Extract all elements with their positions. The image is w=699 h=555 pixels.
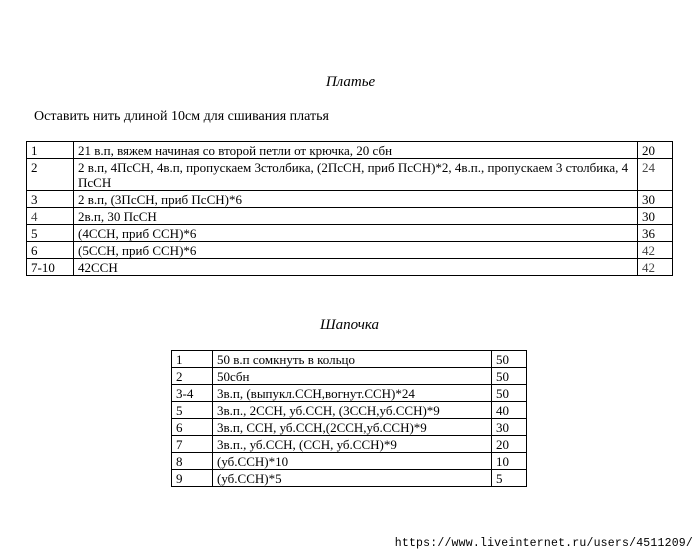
table-row xyxy=(27,159,673,191)
row-number: 3-4 xyxy=(172,385,213,402)
stitch-count: 20 xyxy=(492,436,527,453)
row-instructions: 3в.п., 2ССН, уб.ССН, (3ССН,уб.ССН)*9 xyxy=(213,402,492,419)
row-number: 2 xyxy=(172,368,213,385)
stitch-count: 50 xyxy=(492,385,527,402)
row-number: 3 xyxy=(27,191,74,208)
table-row xyxy=(27,191,673,208)
row-number: 2 xyxy=(27,159,74,191)
hat-table xyxy=(171,350,527,487)
row-instructions: 42ССН xyxy=(74,259,638,276)
row-number: 9 xyxy=(172,470,213,487)
stitch-count: 30 xyxy=(492,419,527,436)
row-instructions: (уб.ССН)*10 xyxy=(213,453,492,470)
table-row xyxy=(27,225,673,242)
dress-note: Оставить нить длиной 10см для сшивания платья xyxy=(34,109,329,124)
row-instructions: 2в.п, 30 ПсСН xyxy=(74,208,638,225)
row-number: 7-10 xyxy=(27,259,74,276)
row-instructions: 3в.п, ССН, уб.ССН,(2ССН,уб.ССН)*9 xyxy=(213,419,492,436)
row-instructions: 3в.п, (выпукл.ССН,вогнут.ССН)*24 xyxy=(213,385,492,402)
table-row xyxy=(27,142,673,159)
table-row xyxy=(172,385,527,402)
stitch-count: 10 xyxy=(492,453,527,470)
row-number: 8 xyxy=(172,453,213,470)
table-row xyxy=(27,259,673,276)
row-number: 1 xyxy=(27,142,74,159)
table-row xyxy=(172,419,527,436)
row-instructions: 2 в.п, 4ПсСН, 4в.п, пропускаем 3столбика, (2ПсСН, приб ПсСН)*2, 4в.п., пропускаем 3 столбика, 4 ПсСН xyxy=(74,159,638,191)
stitch-count: 50 xyxy=(492,351,527,368)
stitch-count: 42 xyxy=(638,259,673,276)
row-instructions: 21 в.п, вяжем начиная со второй петли от крючка, 20 сбн xyxy=(74,142,638,159)
stitch-count: 50 xyxy=(492,368,527,385)
row-number: 5 xyxy=(172,402,213,419)
row-number: 5 xyxy=(27,225,74,242)
table-row xyxy=(172,351,527,368)
dress-table xyxy=(26,141,673,276)
row-instructions: 2 в.п, (3ПсСН, приб ПсСН)*6 xyxy=(74,191,638,208)
row-instructions: 50 в.п сомкнуть в кольцо xyxy=(213,351,492,368)
row-instructions: (4ССН, приб ССН)*6 xyxy=(74,225,638,242)
stitch-count: 24 xyxy=(638,159,673,191)
row-number: 6 xyxy=(27,242,74,259)
dress-title: Платье xyxy=(325,74,376,90)
stitch-count: 36 xyxy=(638,225,673,242)
table-row xyxy=(172,368,527,385)
table-row xyxy=(27,242,673,259)
stitch-count: 30 xyxy=(638,208,673,225)
row-instructions: 50сбн xyxy=(213,368,492,385)
stitch-count: 42 xyxy=(638,242,673,259)
row-number: 6 xyxy=(172,419,213,436)
table-row xyxy=(172,453,527,470)
row-number: 7 xyxy=(172,436,213,453)
table-row xyxy=(172,470,527,487)
stitch-count: 40 xyxy=(492,402,527,419)
row-instructions: (уб.ССН)*5 xyxy=(213,470,492,487)
stitch-count: 20 xyxy=(638,142,673,159)
source-url-watermark: https://www.liveinternet.ru/users/4511209/ xyxy=(394,537,693,550)
table-row xyxy=(27,208,673,225)
row-instructions: (5ССН, приб ССН)*6 xyxy=(74,242,638,259)
table-row xyxy=(172,436,527,453)
row-instructions: 3в.п., уб.ССН, (ССН, уб.ССН)*9 xyxy=(213,436,492,453)
table-row xyxy=(172,402,527,419)
row-number: 4 xyxy=(27,208,74,225)
stitch-count: 5 xyxy=(492,470,527,487)
stitch-count: 30 xyxy=(638,191,673,208)
row-number: 1 xyxy=(172,351,213,368)
hat-title: Шапочка xyxy=(319,317,380,333)
